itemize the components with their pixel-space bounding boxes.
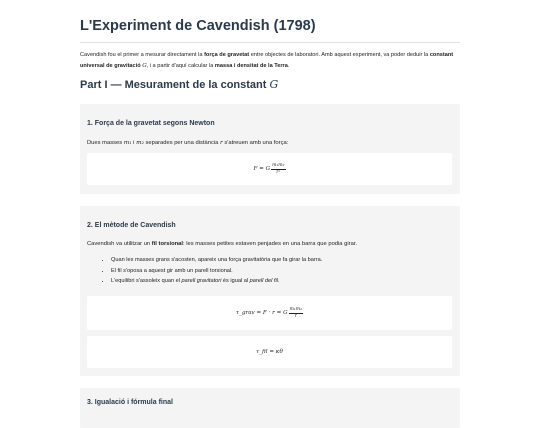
section-text: Dues masses m₁ i m₂ separades per una distància r s'atreuen amb una força:	[87, 140, 289, 146]
section-card-method	[80, 206, 460, 376]
bullet-list	[101, 255, 322, 287]
section-text: Cavendish va utilitzar un fil torsional: les masses petites estaven penjades en una barra que podia girar.	[87, 241, 358, 247]
title-divider	[80, 42, 460, 43]
section-heading: 1. Força de la gravetat segons Newton	[87, 120, 215, 127]
section-heading: 3. Igualació i fórmula final	[87, 399, 173, 406]
intro-paragraph: Cavendish fou el primer a mesurar directament la força de gravetat entre objectes de laboratori. Amb aquest experiment, va poder deduir la constant universal de gravitació G, i a partir d'aquí calcular la massa i densitat de la Terra.	[80, 52, 454, 69]
formula-newton: F = G $\frac{\text{m₁m₂}}{\text{r²}}$	[87, 153, 452, 185]
formula-torque-fil: τ_fil = κθ	[87, 336, 452, 368]
list-item: • L'equilibri s'assoleix quan el parell gravitatori és igual al parell del fil.	[111, 276, 322, 287]
list-item: • Quan les masses grans s'acosten, apareix una força gravitatòria que fa girar la barra.	[111, 255, 322, 266]
page-title: L'Experiment de Cavendish (1798)	[80, 18, 316, 34]
section-card-final	[80, 388, 460, 428]
section-heading: 2. El mètode de Cavendish	[87, 222, 176, 229]
section-card-newton	[80, 104, 460, 194]
formula-torque-grav: τ_grav = F · r = G $\frac{\text{m₁m₂}}{r}$	[87, 296, 452, 330]
part-heading: Part I — Mesurament de la constant G	[80, 78, 279, 91]
list-item: • El fil s'oposa a aquest gir amb un parell torsional.	[111, 266, 322, 277]
